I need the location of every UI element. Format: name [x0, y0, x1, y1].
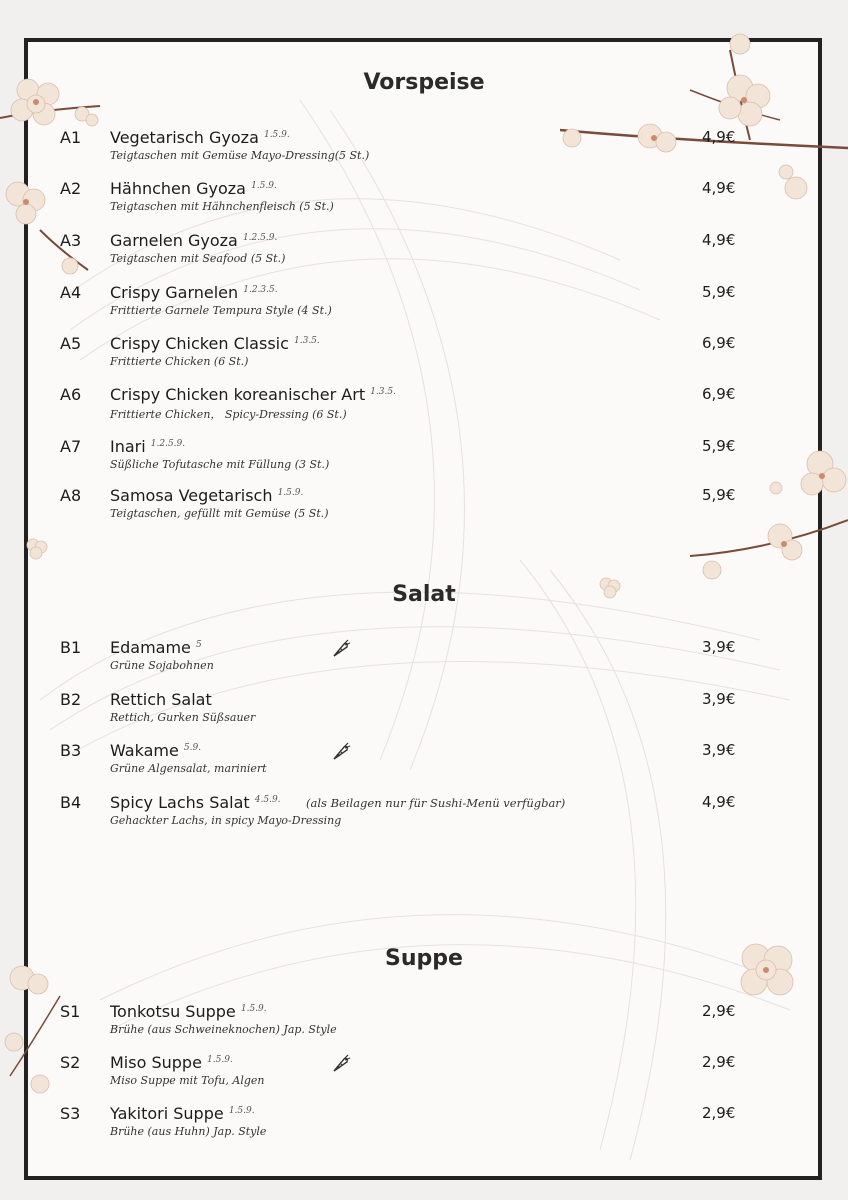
item-name: Garnelen Gyoza $^{1.2.5.9.}$ [110, 231, 278, 250]
menu-item-a7 [0, 437, 848, 483]
item-description: Teigtaschen mit Seafood (5 St.) [110, 252, 286, 265]
item-name: Inari $^{1.2.5.9.}$ [110, 437, 186, 456]
item-price: 6,9€ [702, 385, 736, 403]
item-code: S1 [60, 1002, 81, 1021]
item-name: Spicy Lachs Salat $^{4.5.9.}$ [110, 793, 281, 812]
item-code: S2 [60, 1053, 81, 1072]
item-description: Süßliche Tofutasche mit Füllung (3 St.) [110, 458, 330, 471]
item-code: A2 [60, 179, 82, 198]
item-price: 5,9€ [702, 283, 736, 301]
item-allergens: 1.5.9. [251, 181, 277, 191]
menu-item-a2 [0, 179, 848, 225]
item-code: A8 [60, 486, 82, 505]
item-note: (als Beilagen nur für Sushi-Menü verfügbar) [306, 796, 566, 810]
item-allergens: 1.3.5. [294, 336, 320, 346]
item-price: 4,9€ [702, 179, 736, 197]
item-description: Teigtaschen mit Gemüse Mayo-Dressing(5 St.) [110, 149, 370, 162]
item-name: Edamame $^5$ [110, 638, 202, 657]
menu-item-a8 [0, 486, 848, 532]
item-description: Teigtaschen mit Hähnchenfleisch (5 St.) [110, 200, 334, 213]
item-name: Wakame $^{5.9.}$ [110, 741, 202, 760]
item-description: Brühe (aus Schweineknochen) Jap. Style [110, 1023, 337, 1036]
item-name: Tonkotsu Suppe $^{1.5.9.}$ [110, 1002, 267, 1021]
menu-item-a6 [0, 385, 848, 431]
menu-item-a1 [0, 128, 848, 174]
item-price: 2,9€ [702, 1002, 736, 1020]
item-price: 4,9€ [702, 793, 736, 811]
item-name: Crispy Chicken koreanischer Art $^{1.3.5.}$ [110, 385, 396, 404]
item-price: 5,9€ [702, 437, 736, 455]
menu-item-s3 [0, 1104, 848, 1150]
item-allergens: 1.5.9. [263, 130, 290, 140]
item-description: Frittierte Garnele Tempura Style (4 St.) [110, 304, 332, 317]
item-allergens: 5 [195, 640, 202, 650]
item-description: Brühe (aus Huhn) Jap. Style [110, 1125, 267, 1138]
item-description: Rettich, Gurken Süßsauer [110, 711, 256, 724]
item-code: A7 [60, 437, 82, 456]
item-code: B3 [60, 741, 82, 760]
menu-item-s1 [0, 1002, 848, 1048]
item-price: 3,9€ [702, 690, 736, 708]
menu-item-a5 [0, 334, 848, 380]
section-title-salat: Salat [392, 582, 456, 607]
item-price: 4,9€ [702, 128, 736, 146]
carrot-icon [330, 638, 352, 660]
item-name: Samosa Vegetarisch $^{1.5.9.}$ [110, 486, 304, 505]
item-description: Frittierte Chicken (6 St.) [110, 355, 249, 368]
item-code: A1 [60, 128, 82, 147]
menu-item-s2 [0, 1053, 848, 1099]
item-name: Crispy Chicken Classic $^{1.3.5.}$ [110, 334, 320, 353]
item-allergens: 1.5.9. [228, 1106, 255, 1116]
item-code: B1 [60, 638, 82, 657]
item-description: Grüne Sojabohnen [110, 659, 214, 672]
section-title-vorspeise: Vorspeise [363, 70, 485, 95]
item-name: Hähnchen Gyoza $^{1.5.9.}$ [110, 179, 277, 198]
item-price: 6,9€ [702, 334, 736, 352]
item-description: Teigtaschen, gefüllt mit Gemüse (5 St.) [110, 507, 329, 520]
item-code: B4 [60, 793, 82, 812]
item-price: 2,9€ [702, 1053, 736, 1071]
item-name: Rettich Salat [110, 690, 212, 709]
section-title-suppe: Suppe [385, 946, 463, 971]
item-name: Crispy Garnelen $^{1.2.3.5.}$ [110, 283, 278, 302]
item-description: Grüne Algensalat, mariniert [110, 762, 267, 775]
item-description: Gehackter Lachs, in spicy Mayo-Dressing [110, 814, 342, 827]
item-allergens: 1.5.9. [277, 488, 304, 498]
item-code: B2 [60, 690, 82, 709]
item-price: 2,9€ [702, 1104, 736, 1122]
item-allergens: 1.3.5. [370, 387, 396, 397]
item-code: S3 [60, 1104, 81, 1123]
item-price: 3,9€ [702, 741, 736, 759]
item-code: A6 [60, 385, 82, 404]
item-name: Miso Suppe $^{1.5.9.}$ [110, 1053, 233, 1072]
item-price: 3,9€ [702, 638, 736, 656]
item-code: A5 [60, 334, 82, 353]
item-allergens: 1.2.5.9. [150, 439, 186, 449]
menu-item-b3 [0, 741, 848, 787]
carrot-icon [330, 741, 352, 763]
menu-item-a3 [0, 231, 848, 277]
item-allergens: 4.5.9. [254, 795, 281, 805]
item-code: A4 [60, 283, 82, 302]
item-description: Frittierte Chicken， Spicy-Dressing (6 St.) [110, 408, 347, 421]
item-name: Vegetarisch Gyoza $^{1.5.9.}$ [110, 128, 290, 147]
menu-item-a4 [0, 283, 848, 329]
menu-item-b2 [0, 690, 848, 736]
menu-item-b1 [0, 638, 848, 684]
item-description: Miso Suppe mit Tofu, Algen [110, 1074, 265, 1087]
item-name: Yakitori Suppe $^{1.5.9.}$ [110, 1104, 255, 1123]
item-code: A3 [60, 231, 82, 250]
item-allergens: 1.5.9. [240, 1004, 267, 1014]
item-price: 4,9€ [702, 231, 736, 249]
carrot-icon [330, 1053, 352, 1075]
item-allergens: 5.9. [183, 743, 202, 753]
item-allergens: 1.2.5.9. [242, 233, 278, 243]
menu-item-b4 [0, 793, 848, 839]
item-price: 5,9€ [702, 486, 736, 504]
item-allergens: 1.5.9. [207, 1055, 233, 1065]
item-allergens: 1.2.3.5. [243, 285, 278, 295]
